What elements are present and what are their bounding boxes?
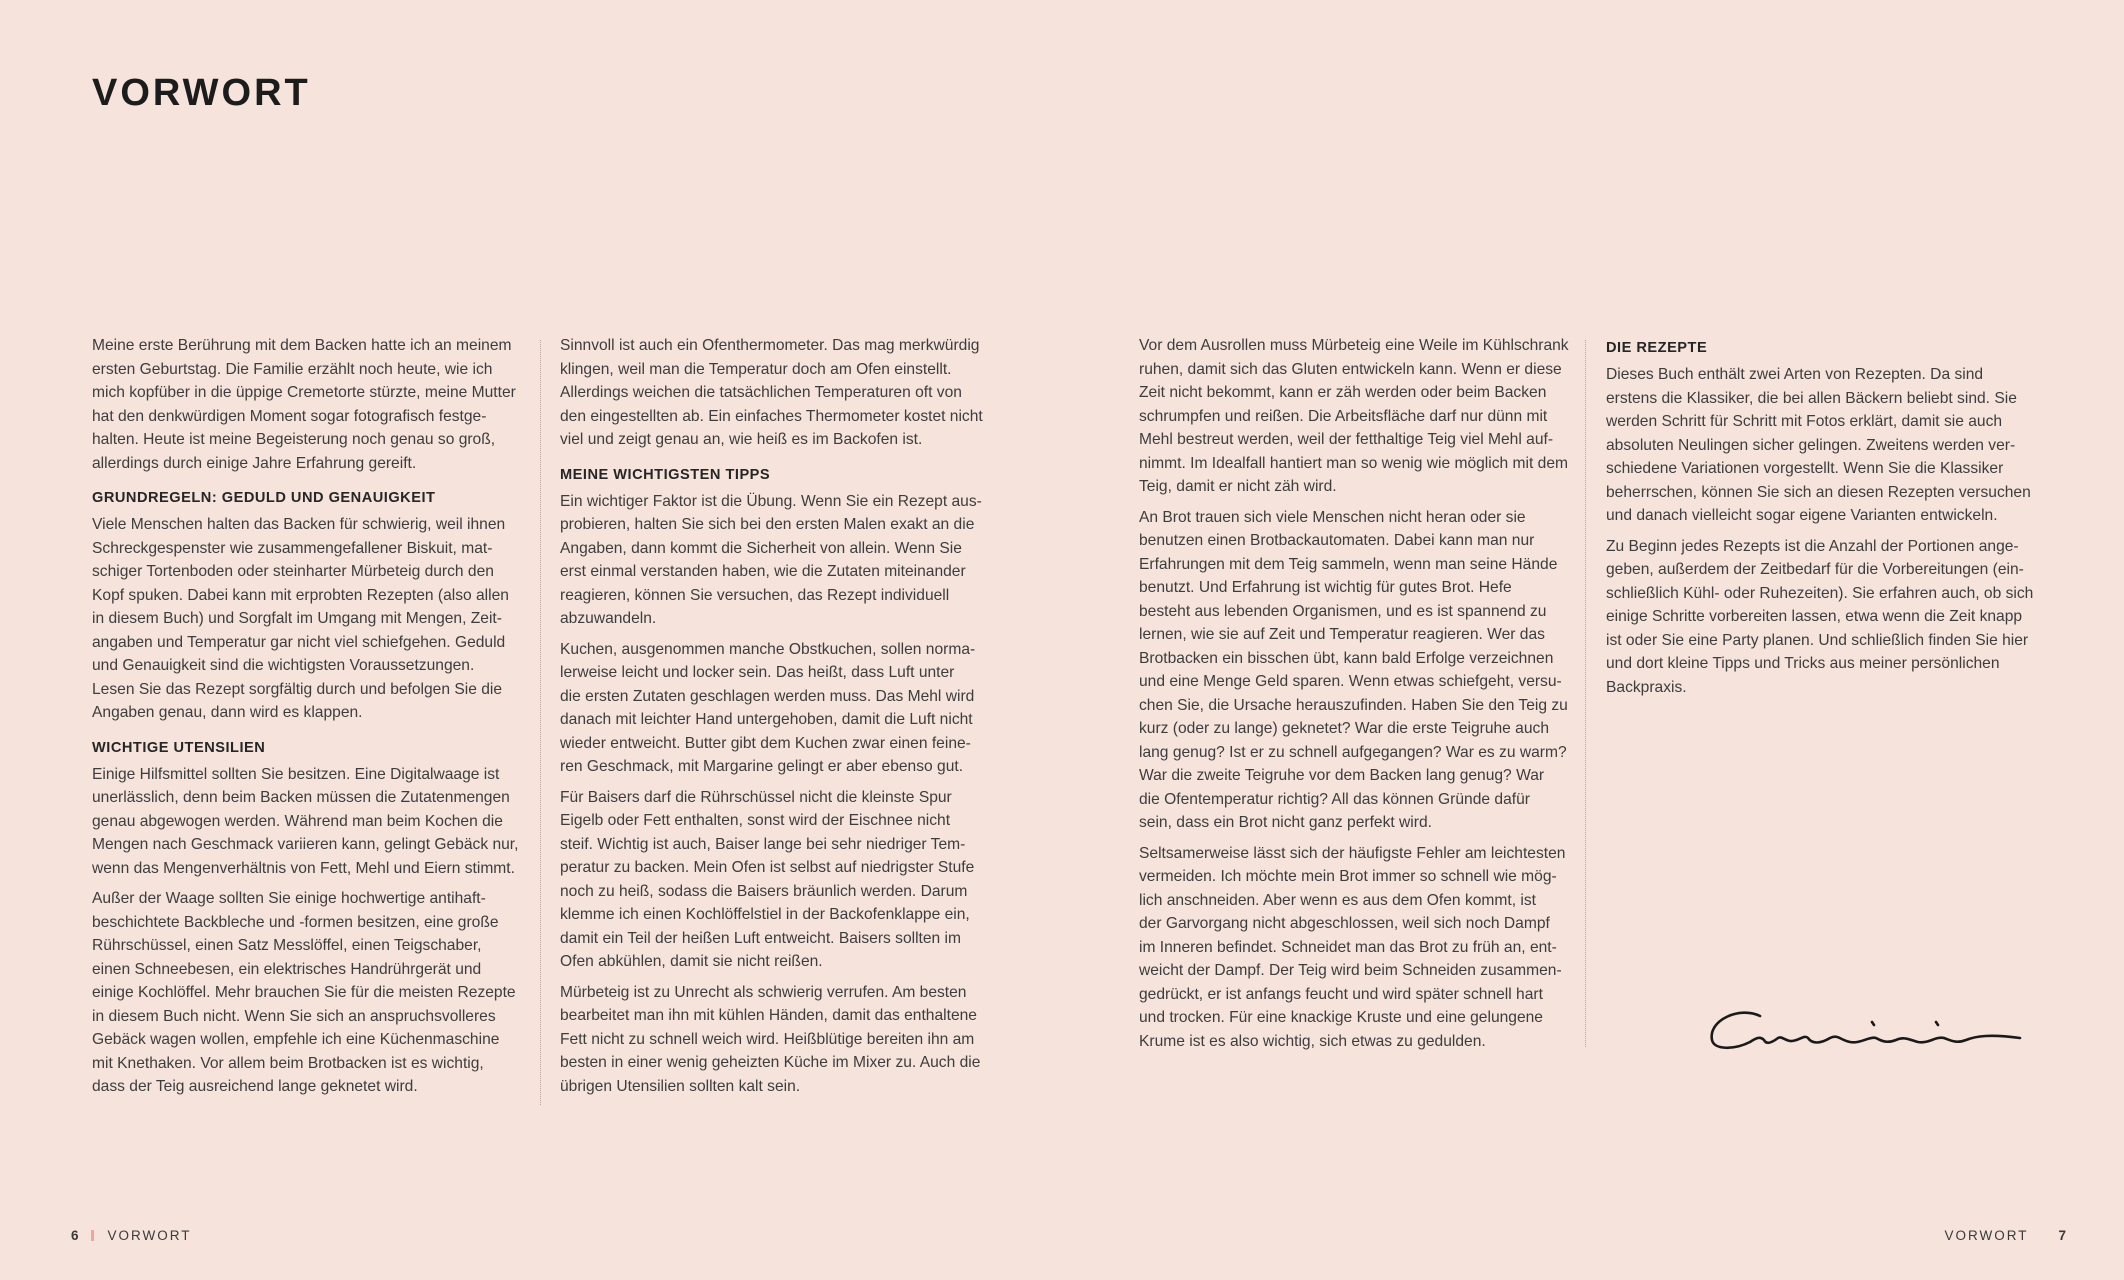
folio-left (71, 1228, 192, 1243)
paragraph: Zu Beginn jedes Rezepts ist die Anzahl der Portionen ange- geben, außerdem der Zeitbedarf für die Vorbereitungen (ein- schließlich Kühl- oder Ruhezeiten). Sie erfahren auch, ob sich einige Schritte vorbereiten lassen, etwa wenn die Zeit knapp ist oder Sie eine Party planen. Und schließlich finden Sie hier und dort kleine Tipps und Tricks aus meiner persönlichen Backpraxis. (1606, 537, 2034, 696)
page-number-left: 6 (71, 1228, 79, 1243)
section-heading: GRUNDREGELN: GEDULD UND GENAUIGKEIT (92, 490, 436, 506)
paragraph: Vor dem Ausrollen muss Mürbeteig eine Weile im Kühlschrank ruhen, damit sich das Gluten entwickeln kann. Wenn er diese Zeit nicht bekommt, kann er zäh werden oder beim Backen schrumpfen und reißen. Die Arbeitsfläche darf nur dünn mit Mehl bestreut werden, weil der fetthaltige Teig viel Mehl auf- nimmt. Im Idealfall hantiert man so wenig wie möglich mit dem Teig, damit er nicht zäh wird. (1139, 337, 1569, 495)
paragraph: Seltsamerweise lässt sich der häufigste Fehler am leichtesten vermeiden. Ich möchte mein Brot immer so schnell wie mög- lich anschneiden. Aber wenn es aus dem Ofen kommt, ist der Garvorgang nicht abgeschlossen, weil sich noch Dampf im Inneren befindet. Schneidet man das Brot zu früh an, ent- weicht der Dampf. Der Teig wird beim Schneiden zusammen- gedrückt, er ist anfangs feucht und wird später schnell hart und trocken. Für eine knackige Kruste und eine gelungene Krume ist es also wichtig, sich etwas zu gedulden. (1139, 844, 1566, 1050)
text-column-4 (1606, 334, 2036, 706)
text-column-1 (92, 334, 522, 1106)
paragraph: Einige Hilfsmittel sollten Sie besitzen. Eine Digitalwaage ist unerlässlich, denn beim Backen müssen die Zutatenmengen genau abgewogen werden. Während man beim Kochen die Mengen nach Geschmack variieren kann, gelingt Gebäck nur, wenn das Mengenverhältnis von Fett, Mehl und Eiern stimmt. (92, 765, 519, 877)
paragraph: Mürbeteig ist zu Unrecht als schwierig verrufen. Am besten bearbeitet man ihn mit kühlen Händen, damit das enthaltene Fett nicht zu schnell weich wird. Heißblütige bereiten ihn am besten in einer wenig geheizten Küche im Mixer zu. Auch die übrigen Utensilien sollten kalt sein. (560, 983, 981, 1095)
paragraph: Sinnvoll ist auch ein Ofenthermometer. Das mag merkwürdig klingen, weil man die Temperatur doch am Ofen einstellt. Allerdings weichen die tatsächlichen Temperaturen oft von den eingestellten ab. Ein einfaches Thermometer kostet nicht viel und zeigt genau an, wie heiß es im Backofen ist. (560, 337, 983, 448)
paragraph: Außer der Waage sollten Sie einige hochwertige antihaft- beschichtete Backbleche und -formen besitzen, eine große Rührschüssel, einen Satz Messlöffel, einen Teigschaber, einen Schneebesen, ein elektrisches Handrührgerät und einige Kochlöffel. Mehr brauchen Sie für die meisten Rezepte in diesem Buch nicht. Wenn Sie sich an anspruchsvolleres Gebäck wagen wollen, empfehle ich eine Küchenmaschine mit Knethaken. Vor allem beim Brotbacken ist es wichtig, dass der Teig ausreichend lange geknetet wird. (92, 890, 516, 1095)
running-head-right: VORWORT (1944, 1228, 2029, 1243)
folio-right (1944, 1228, 2066, 1243)
column-divider-left (540, 340, 541, 1105)
paragraph: Viele Menschen halten das Backen für schwierig, weil ihnen Schreckgespenster wie zusammengefallener Biskuit, mat- schiger Tortenboden oder steinharter Mürbeteig durch den Kopf spuken. Dabei kann mit erprobten Rezepten (also allen in diesem Buch) und Sorgfalt im Umgang mit Mengen, Zeit- angaben und Temperatur gar nicht viel schiefgehen. Geduld und Genauigkeit sind die wichtigsten Voraussetzungen. Lesen Sie das Rezept sorgfältig durch und befolgen Sie die Angaben genau, dann wird es klappen. (92, 516, 509, 721)
paragraph: Kuchen, ausgenommen manche Obstkuchen, sollen norma- lerweise leicht und locker sein. Das heißt, dass Luft unter die ersten Zutaten geschlagen werden muss. Das Mehl wird danach mit leichter Hand untergehoben, damit die Luft nicht wieder entweicht. Butter gibt dem Kuchen zwar einen feine- ren Geschmack, mit Margarine gelingt er aber ebenso gut. (560, 640, 976, 775)
column-divider-right (1585, 340, 1586, 1047)
paragraph: Ein wichtiger Faktor ist die Übung. Wenn Sie ein Rezept aus- probieren, halten Sie sich bei den ersten Malen exakt an die Angaben, dann kommt die Sicherheit von allein. Wenn Sie erst einmal verstanden haben, wie die Zutaten miteinander reagieren, können Sie versuchen, das Rezept individuell abzuwandeln. (560, 492, 982, 627)
paragraph: An Brot trauen sich viele Menschen nicht heran oder sie benutzen einen Brotbackautomaten. Dabei kann man nur Erfahrungen mit dem Teig sammeln, wenn man seine Hände benutzt. Und Erfahrung ist wichtig für gutes Brot. Hefe besteht aus lebenden Organismen, und es ist spannend zu lernen, wie sie auf Zeit und Temperatur reagieren. Wer das Brotbacken ein bisschen übt, kann bald Erfolge verzeichnen und eine Menge Geld sparen. Wenn etwas schiefgeht, versu- chen Sie, die Ursache herauszufinden. Haben Sie den Teig zu kurz (oder zu lange) geknetet? War die erste Teigruhe auch lang genug? Ist er zu schnell aufgegangen? War es zu warm? War die zweite Teigruhe vor dem Backen lang genug? War die Ofentemperatur richtig? All das können Gründe dafür sein, dass ein Brot nicht ganz perfekt wird. (1139, 508, 1568, 831)
page-title: VORWORT (92, 72, 311, 114)
section-heading: DIE REZEPTE (1606, 340, 1708, 356)
folio-marker (91, 1230, 94, 1241)
paragraph: Für Baisers darf die Rührschüssel nicht die kleinste Spur Eigelb oder Fett enthalten, sonst wird der Eischnee nicht steif. Wichtig ist auch, Baiser lange bei sehr niedriger Tem- peratur zu backen. Mein Ofen ist selbst auf niedrigster Stufe noch zu heiß, sodass die Baisers bräunlich werden. Darum klemme ich einen Kochlöffelstiel in der Backofenklappe ein, damit ein Teil der heißen Luft entweicht. Baisers sollten im Ofen abkühlen, damit sie nicht reißen. (560, 788, 975, 970)
paragraph: Dieses Buch enthält zwei Arten von Rezepten. Da sind erstens die Klassiker, die bei allen Bäckern beliebt sind. Sie werden Schritt für Schritt mit Fotos erklärt, damit sie auch absoluten Neulingen sicher gelingen. Zweitens werden ver- schiedene Variationen vorgestellt. Wenn Sie die Klassiker beherrschen, können Sie sich an diesen Rezepten versuchen und danach vielleicht sogar eigene Varianten entwickeln. (1606, 366, 2031, 524)
section-heading: WICHTIGE UTENSILIEN (92, 739, 266, 756)
section-heading: MEINE WICHTIGSTEN TIPPS (560, 466, 771, 483)
text-column-2 (560, 334, 990, 1105)
page-number-right: 7 (2058, 1228, 2066, 1243)
running-head-left: VORWORT (107, 1228, 192, 1243)
signature (1700, 1000, 2030, 1060)
text-column-3 (1139, 334, 1569, 1060)
paragraph: Meine erste Berührung mit dem Backen hatte ich an meinem ersten Geburtstag. Die Familie erzählt noch heute, wie ich mich kopfüber in die üppige Cremetorte stürzte, meine Mutter hat den denkwürdigen Moment sogar fotografisch festge- halten. Heute ist meine Begeisterung noch genau so groß, allerdings durch einige Jahre Erfahrung gereift. (92, 337, 516, 472)
